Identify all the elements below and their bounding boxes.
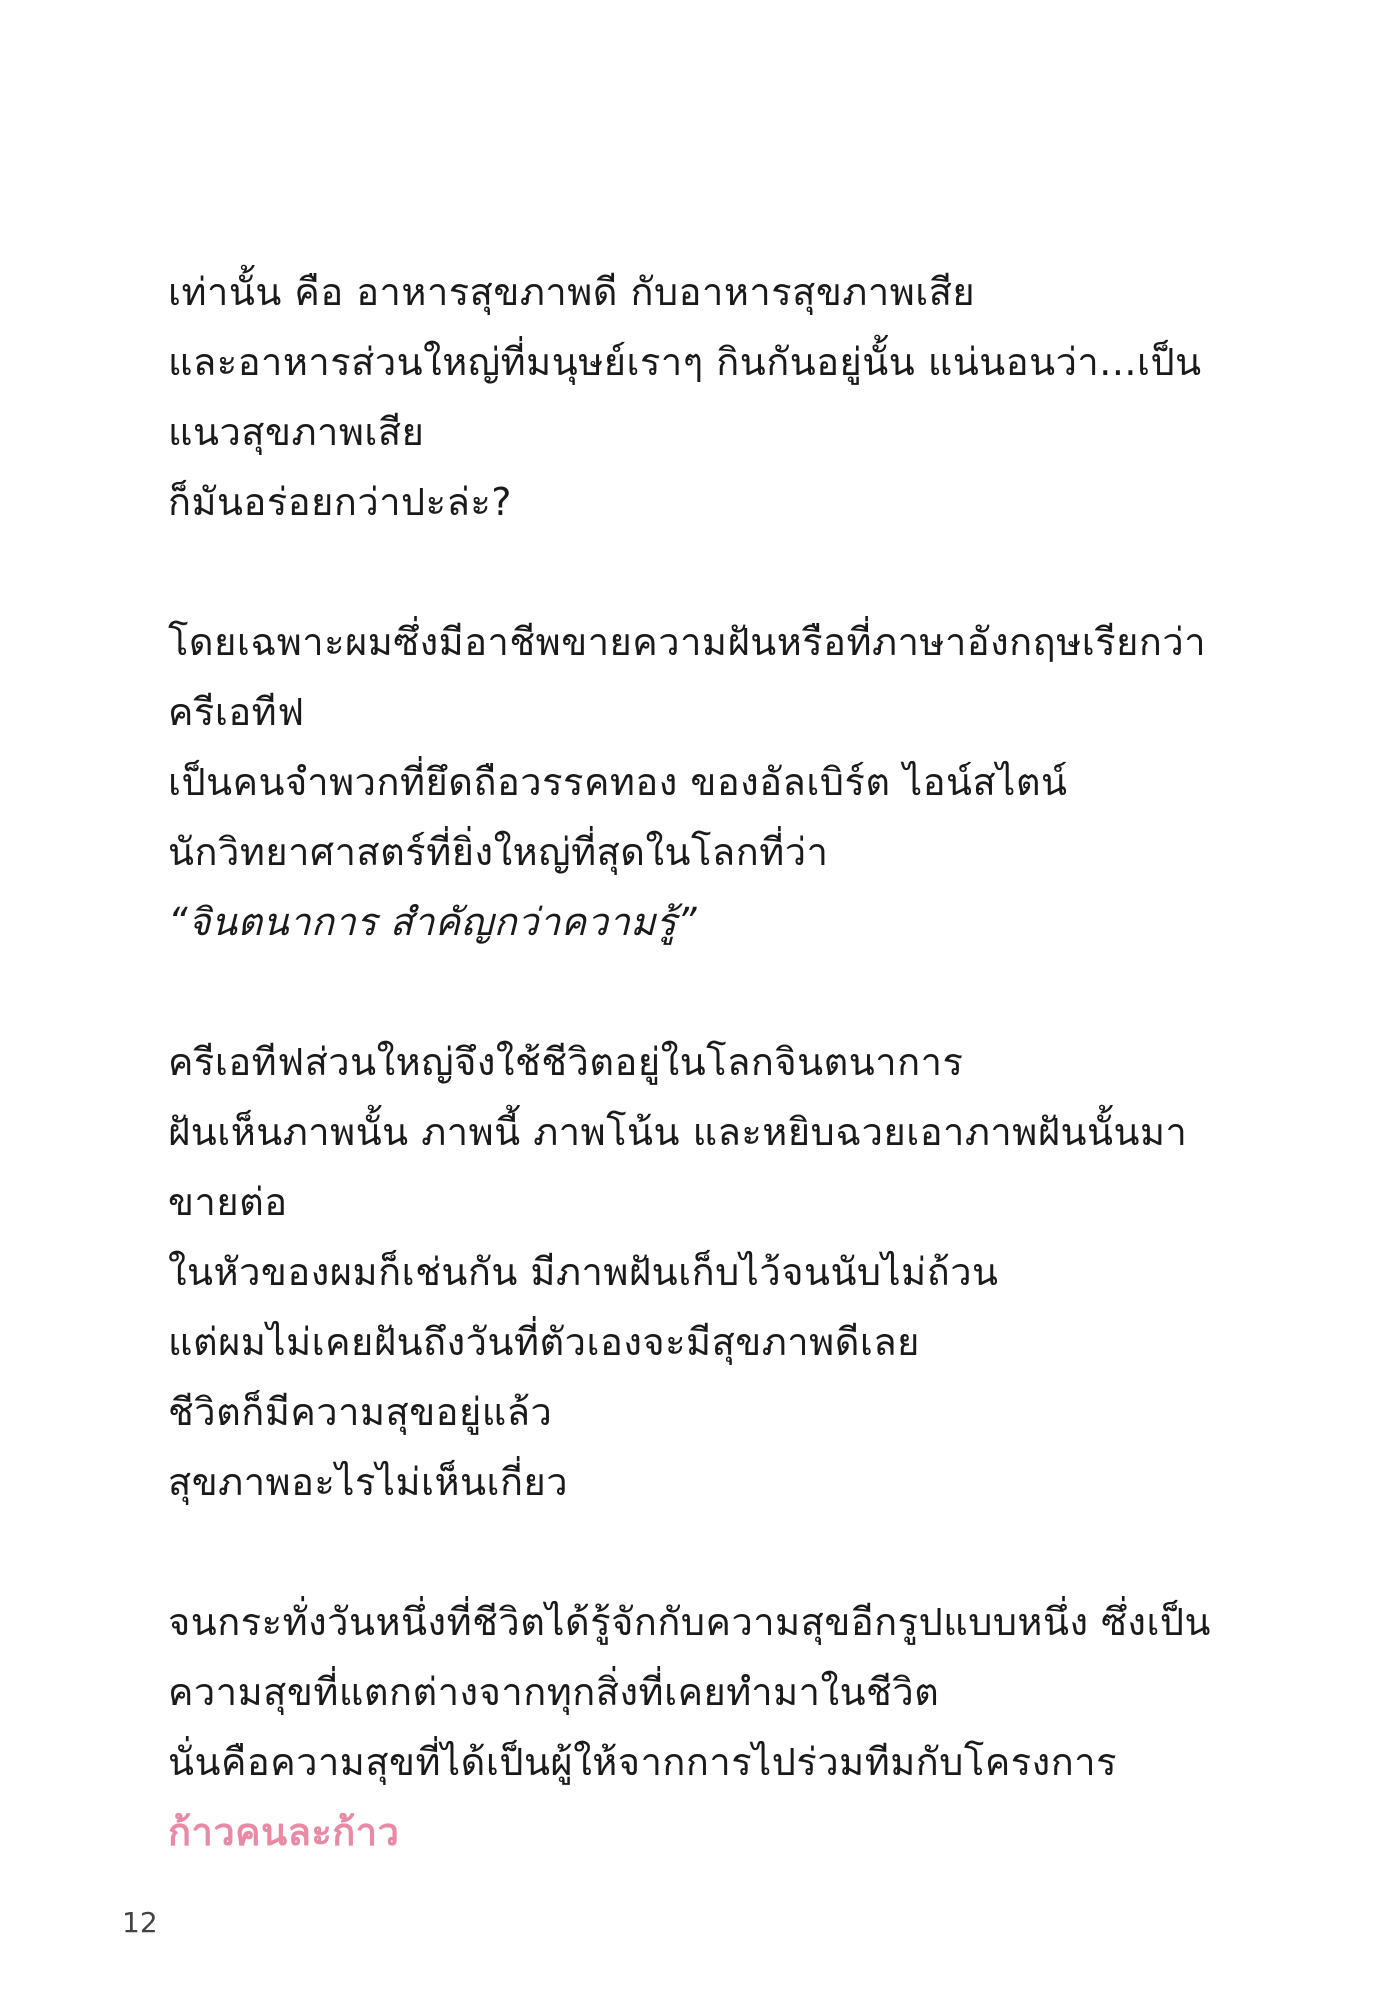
body-text <box>168 257 1248 1867</box>
text-line: ครีเอทีฟ <box>168 690 305 734</box>
project-name-highlight: ก้าวคนละก้าว <box>168 1810 400 1854</box>
paragraph-spacer <box>168 537 1248 607</box>
text-line: จนกระทั่งวันหนึ่งที่ชีวิตได้รู้จักกับความสุขอีกรูปแบบหนึ่ง ซึ่งเป็น <box>168 1600 1212 1644</box>
text-line: ขายต่อ <box>168 1180 288 1224</box>
text-line: นักวิทยาศาสตร์ที่ยิ่งใหญ่ที่สุดในโลกที่ว่า <box>168 830 829 874</box>
text-line: ในหัวของผมก็เช่นกัน มีภาพฝันเก็บไว้จนนับไม่ถ้วน <box>168 1250 999 1294</box>
text-line: ครีเอทีฟส่วนใหญ่จึงใช้ชีวิตอยู่ในโลกจินตนาการ <box>168 1040 964 1084</box>
paragraph-2 <box>168 607 1248 957</box>
text-line: ความสุขที่แตกต่างจากทุกสิ่งที่เคยทำมาในชีวิต <box>168 1670 940 1714</box>
text-line: โดยเฉพาะผมซึ่งมีอาชีพขายความฝันหรือที่ภาษาอังกฤษเรียกว่า <box>168 620 1207 664</box>
text-line: ชีวิตก็มีความสุขอยู่แล้ว <box>168 1390 553 1434</box>
paragraph-4 <box>168 1587 1248 1867</box>
page-number: 12 <box>122 1906 158 1939</box>
text-line: นั่นคือความสุขที่ได้เป็นผู้ให้จากการไปร่วมทีมกับโครงการ <box>168 1740 1117 1784</box>
text-line: แนวสุขภาพเสีย <box>168 410 425 454</box>
einstein-quote: “จินตนาการ สำคัญกว่าความรู้” <box>168 900 698 944</box>
text-line: และอาหารส่วนใหญ่ที่มนุษย์เราๆ กินกันอยู่นั้น แน่นอนว่า...เป็น <box>168 340 1202 384</box>
text-line: สุขภาพอะไรไม่เห็นเกี่ยว <box>168 1460 569 1504</box>
text-line: ฝันเห็นภาพนั้น ภาพนี้ ภาพโน้น และหยิบฉวยเอาภาพฝันนั้นมา <box>168 1110 1188 1154</box>
paragraph-1 <box>168 257 1248 537</box>
paragraph-spacer <box>168 957 1248 1027</box>
paragraph-3 <box>168 1027 1248 1517</box>
text-line: ก็มันอร่อยกว่าปะล่ะ? <box>168 480 512 524</box>
text-line: แต่ผมไม่เคยฝันถึงวันที่ตัวเองจะมีสุขภาพดีเลย <box>168 1320 920 1364</box>
text-line: เท่านั้น คือ อาหารสุขภาพดี กับอาหารสุขภาพเสีย <box>168 270 976 314</box>
text-line: เป็นคนจำพวกที่ยึดถือวรรคทอง ของอัลเบิร์ต ไอน์สไตน์ <box>168 760 1068 804</box>
paragraph-spacer <box>168 1517 1248 1587</box>
